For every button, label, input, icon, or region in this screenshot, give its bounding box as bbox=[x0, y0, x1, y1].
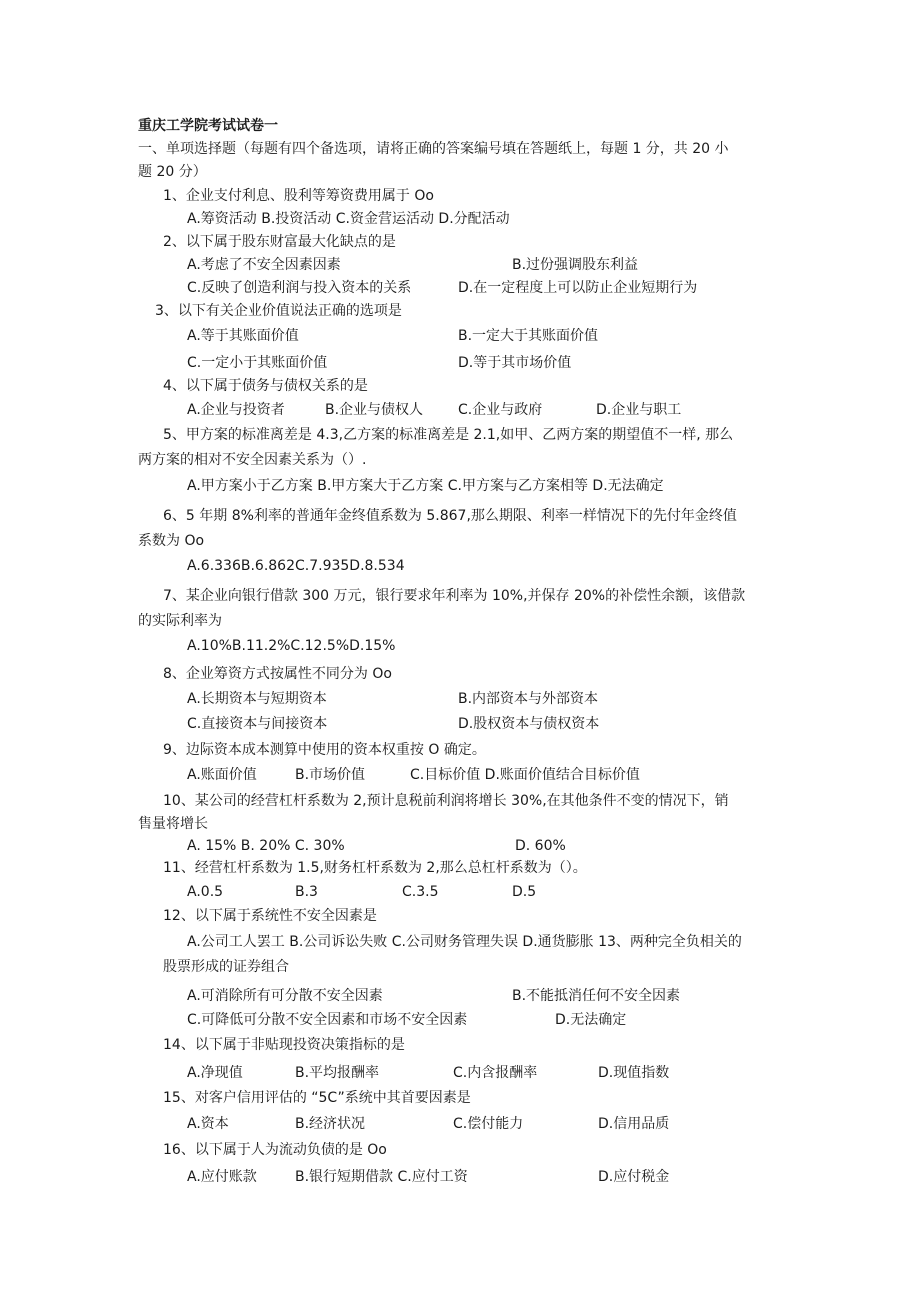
option-c: C.企业与政府 bbox=[458, 402, 543, 418]
option-c: C.一定小于其账面价值 bbox=[187, 355, 328, 371]
question-stem: 2、以下属于股东财富最大化缺点的是 bbox=[163, 234, 396, 250]
option-b: B.不能抵消任何不安全因素 bbox=[512, 988, 681, 1004]
question-stem: 12、以下属于系统性不安全因素是 bbox=[163, 908, 377, 924]
option-b: B.一定大于其账面价值 bbox=[458, 328, 599, 344]
option-d: D.5 bbox=[512, 884, 537, 900]
question-options: A.10%B.11.2%C.12.5%D.15% bbox=[187, 638, 396, 654]
option-d: D.等于其市场价值 bbox=[458, 355, 572, 371]
section-heading: 一、单项选择题（每题有四个备选项，请将正确的答案编号填在答题纸上，每题 1 分，共 20 小 bbox=[138, 141, 729, 157]
question-stem-cont: 股票形成的证券组合 bbox=[163, 959, 289, 975]
question-stem: 15、对客户信用评估的 “5C”系统中其首要因素是 bbox=[163, 1090, 471, 1106]
option-a: A.可消除所有可分散不安全因素 bbox=[187, 988, 383, 1004]
question-stem: 10、某公司的经营杠杆系数为 2,预计息税前利润将增长 30%,在其他条件不变的情况下，销 bbox=[163, 793, 729, 809]
question-stem-cont: 的实际利率为 bbox=[138, 613, 222, 629]
option-c: C.可降低可分散不安全因素和市场不安全因素 bbox=[187, 1012, 468, 1028]
option-a: A.等于其账面价值 bbox=[187, 328, 299, 344]
question-stem: 4、以下属于债务与债权关系的是 bbox=[163, 378, 368, 394]
option-b: B.银行短期借款 C.应付工资 bbox=[295, 1169, 468, 1185]
question-options: A.甲方案小于乙方案 B.甲方案大于乙方案 C.甲方案与乙方案相等 D.无法确定 bbox=[187, 478, 664, 494]
option-b: B.平均报酬率 bbox=[295, 1065, 380, 1081]
question-stem-cont: 系数为 Oo bbox=[138, 533, 205, 549]
question-options: A.6.336B.6.862C.7.935D.8.534 bbox=[187, 558, 405, 574]
option-d: D. 60% bbox=[515, 838, 566, 854]
option-b: B.企业与债权人 bbox=[325, 402, 424, 418]
question-stem: 16、以下属于人为流动负债的是 Oo bbox=[163, 1142, 387, 1158]
option-d: D.应付税金 bbox=[598, 1169, 670, 1185]
option-c: C.偿付能力 bbox=[453, 1116, 524, 1132]
option-b: B.过份强调股东利益 bbox=[512, 257, 639, 273]
question-stem-cont: 两方案的相对不安全因素关系为（）. bbox=[138, 452, 367, 468]
question-stem-cont: 售量将增长 bbox=[138, 816, 208, 832]
option-d: D.企业与职工 bbox=[596, 402, 682, 418]
option-a: A.资本 bbox=[187, 1116, 229, 1132]
question-stem: 3、以下有关企业价值说法正确的选项是 bbox=[155, 303, 402, 319]
question-stem: 8、企业筹资方式按属性不同分为 Oo bbox=[163, 666, 392, 682]
option-d: D.信用品质 bbox=[598, 1116, 670, 1132]
option-d: D.无法确定 bbox=[555, 1012, 627, 1028]
page-title: 重庆工学院考试试卷一 bbox=[138, 118, 278, 134]
option-d: D.股权资本与债权资本 bbox=[458, 716, 600, 732]
option-a: A.0.5 bbox=[187, 884, 224, 900]
option-b: B.3 bbox=[295, 884, 318, 900]
option-c: C.直接资本与间接资本 bbox=[187, 716, 328, 732]
option-b: B.内部资本与外部资本 bbox=[458, 691, 599, 707]
option-c: C.3.5 bbox=[402, 884, 439, 900]
question-stem: 5、甲方案的标准离差是 4.3,乙方案的标准离差是 2.1,如甲、乙两方案的期望值不一样, 那么 bbox=[163, 427, 734, 443]
option-d: D.现值指数 bbox=[598, 1065, 670, 1081]
option-a: A.企业与投资者 bbox=[187, 402, 285, 418]
option-a: A.应付账款 bbox=[187, 1169, 257, 1185]
option-d: D.在一定程度上可以防止企业短期行为 bbox=[458, 280, 698, 296]
question-stem: 11、经营杠杆系数为 1.5,财务杠杆系数为 2,那么总杠杆系数为（）。 bbox=[163, 860, 587, 876]
question-stem: 9、边际资本成本测算中使用的资本权重按 O 确定。 bbox=[163, 742, 486, 758]
question-options: A.公司工人罢工 B.公司诉讼失败 C.公司财务管理失误 D.通货膨胀 13、两种完全负相关的 bbox=[187, 934, 742, 950]
option-c: C.反映了创造利润与投入资本的关系 bbox=[187, 280, 412, 296]
section-heading-cont: 题 20 分） bbox=[138, 164, 207, 180]
question-stem: 14、以下属于非贴现投资决策指标的是 bbox=[163, 1037, 405, 1053]
option-c: C.目标价值 D.账面价值结合目标价值 bbox=[410, 767, 640, 783]
question-stem: 6、5 年期 8%利率的普通年金终值系数为 5.867,那么期限、利率一样情况下的先付年金终值 bbox=[163, 508, 737, 524]
question-stem: 1、企业支付利息、股利等筹资费用属于 Oo bbox=[163, 188, 434, 204]
option-c: C.内含报酬率 bbox=[453, 1065, 538, 1081]
question-options: A.筹资活动 B.投资活动 C.资金营运活动 D.分配活动 bbox=[187, 211, 510, 227]
option-a: A.净现值 bbox=[187, 1065, 243, 1081]
option-b: B.市场价值 bbox=[295, 767, 366, 783]
option-b: B.经济状况 bbox=[295, 1116, 366, 1132]
question-options: A. 15% B. 20% C. 30% bbox=[187, 838, 345, 854]
option-a: A.长期资本与短期资本 bbox=[187, 691, 327, 707]
option-a: A.考虑了不安全因素因素 bbox=[187, 257, 341, 273]
option-a: A.账面价值 bbox=[187, 767, 257, 783]
question-stem: 7、某企业向银行借款 300 万元，银行要求年利率为 10%,并保存 20%的补偿性余额，该借款 bbox=[163, 588, 746, 604]
